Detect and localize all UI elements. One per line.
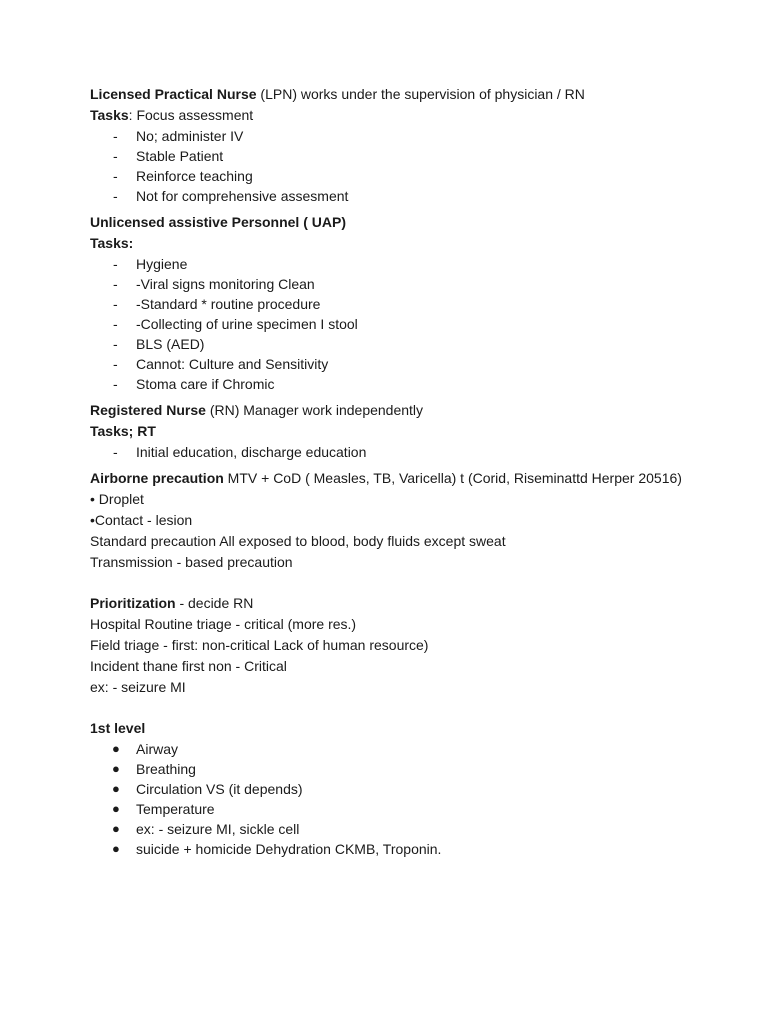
spacer — [90, 698, 700, 718]
uap-tasks: Tasks: — [90, 235, 134, 251]
dash-marker: - — [113, 356, 118, 372]
dash-marker: - — [113, 444, 118, 460]
rn-title-rest: (RN) Manager work independently — [205, 402, 424, 418]
bullet-marker: ● — [112, 741, 120, 756]
list-item — [90, 254, 700, 274]
bullet-marker: ● — [112, 841, 120, 856]
dash-marker: - — [113, 296, 118, 312]
airborne-title-bold: Airborne precaution — [90, 470, 224, 486]
list-item-text: Cannot: Culture and Sensitivity — [136, 356, 329, 372]
prioritization-line: Field triage - first: non-critical Lack of human resource) — [90, 637, 429, 653]
list-item — [90, 334, 700, 354]
prioritization-line: ex: - seizure MI — [90, 679, 186, 695]
list-item — [90, 839, 700, 859]
prioritization-line: Incident thane first non - Critical — [90, 658, 287, 674]
rn-title — [90, 400, 700, 421]
list-item-text: suicide + homicide Dehydration CKMB, Troponin. — [136, 841, 442, 857]
transmission-precaution-line: Transmission - based precaution — [90, 554, 293, 570]
prioritization-title-bold: Prioritization — [90, 595, 176, 611]
airborne-precaution — [90, 468, 700, 489]
list-item — [90, 374, 700, 394]
dash-marker: - — [113, 336, 118, 352]
lpn-title — [90, 84, 700, 105]
list-item-text: Initial education, discharge education — [136, 444, 367, 460]
list-item-text: Stable Patient — [136, 148, 224, 164]
first-level-list — [90, 739, 700, 859]
lpn-tasks-rest: : Focus assessment — [128, 107, 254, 123]
list-item — [90, 166, 700, 186]
rn-title-bold: Registered Nurse — [90, 402, 206, 418]
list-item-text: Breathing — [136, 761, 196, 777]
contact-line: •Contact - lesion — [90, 512, 193, 528]
list-item-text: ex: - seizure MI, sickle cell — [136, 821, 300, 837]
list-item-text: Stoma care if Chromic — [136, 376, 275, 392]
prioritization-section — [90, 593, 700, 698]
list-item-text: Not for comprehensive assesment — [136, 188, 349, 204]
dash-marker: - — [113, 256, 118, 272]
lpn-tasks — [90, 105, 700, 126]
list-item — [90, 294, 700, 314]
document-page — [90, 82, 700, 865]
bullet-marker: ● — [112, 781, 120, 796]
list-item — [90, 759, 700, 779]
list-item — [90, 779, 700, 799]
rn-task-list — [90, 442, 700, 462]
list-item — [90, 146, 700, 166]
lpn-task-list — [90, 126, 700, 206]
lpn-tasks-bold: Tasks — [90, 107, 129, 123]
precautions-section — [90, 468, 700, 573]
dash-marker: - — [113, 188, 118, 204]
list-item-text: Circulation VS (it depends) — [136, 781, 303, 797]
airborne-text: MTV + CoD ( Measles, TB, Varicella) t (Corid, Riseminattd Herper 20516) — [223, 470, 682, 486]
list-item-text: Airway — [136, 741, 179, 757]
bullet-marker: ● — [112, 801, 120, 816]
droplet-line: • Droplet — [90, 491, 144, 507]
first-level-title: 1st level — [90, 720, 146, 736]
list-item-text: Temperature — [136, 801, 215, 817]
rn-tasks: Tasks; RT — [90, 423, 156, 439]
list-item — [90, 186, 700, 206]
list-item — [90, 314, 700, 334]
dash-marker: - — [113, 168, 118, 184]
standard-precaution-line: Standard precaution All exposed to blood, body fluids except sweat — [90, 533, 506, 549]
dash-marker: - — [113, 276, 118, 292]
spacer — [90, 573, 700, 593]
list-item — [90, 799, 700, 819]
list-item-text: -Viral signs monitoring Clean — [136, 276, 315, 292]
list-item — [90, 442, 700, 462]
list-item-text: -Collecting of urine specimen I stool — [136, 316, 358, 332]
prioritization-line: Hospital Routine triage - critical (more res.) — [90, 616, 357, 632]
list-item — [90, 126, 700, 146]
list-item — [90, 354, 700, 374]
list-item-text: No; administer IV — [136, 128, 244, 144]
rn-section — [90, 400, 700, 462]
prioritization-title-rest: - decide RN — [175, 595, 254, 611]
list-item — [90, 739, 700, 759]
list-item — [90, 819, 700, 839]
lpn-section — [90, 84, 700, 206]
first-level-section — [90, 718, 700, 859]
bullet-marker: ● — [112, 821, 120, 836]
uap-task-list — [90, 254, 700, 394]
lpn-title-bold: Licensed Practical Nurse — [90, 86, 257, 102]
dash-marker: - — [113, 316, 118, 332]
list-item-text: -Standard * routine procedure — [136, 296, 321, 312]
uap-section — [90, 212, 700, 394]
uap-title: Unlicensed assistive Personnel ( UAP) — [90, 214, 346, 230]
bullet-marker: ● — [112, 761, 120, 776]
dash-marker: - — [113, 148, 118, 164]
dash-marker: - — [113, 128, 118, 144]
lpn-title-rest: (LPN) works under the supervision of physician / RN — [256, 86, 585, 102]
list-item-text: Reinforce teaching — [136, 168, 253, 184]
list-item-text: BLS (AED) — [136, 336, 205, 352]
prioritization-title — [90, 593, 700, 614]
list-item — [90, 274, 700, 294]
list-item-text: Hygiene — [136, 256, 188, 272]
dash-marker: - — [113, 376, 118, 392]
